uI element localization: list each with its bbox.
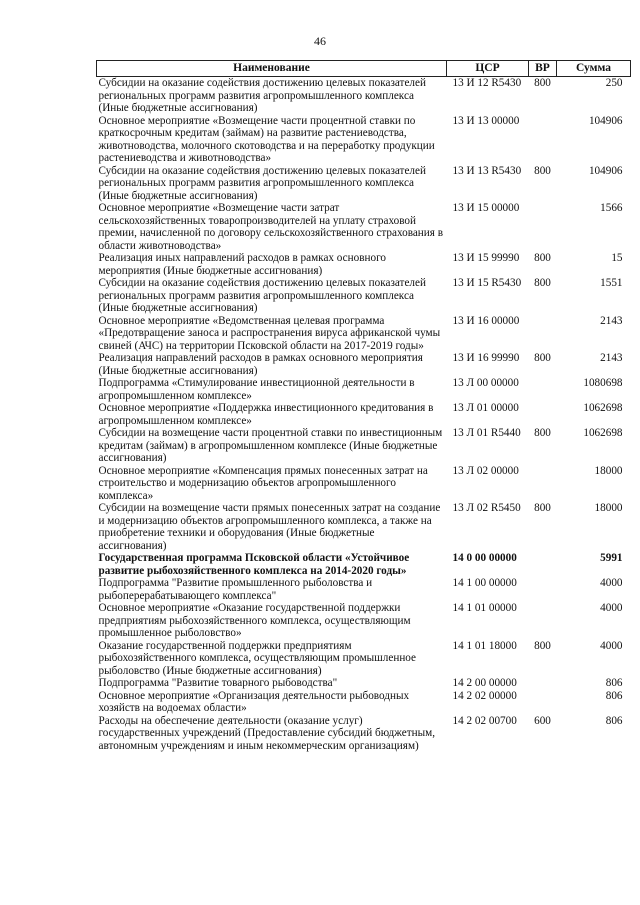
header-csr: ЦСР (447, 61, 529, 77)
row-sum: 2143 (600, 352, 623, 364)
row-vr (529, 677, 557, 690)
row-vr: 800 (534, 639, 551, 652)
row-name: Субсидии на возмещение части процентной ставки по инвестиционным кредитам (займам) в агропромышленном комплексе (Иные бюджетные ассигнования) (98, 427, 443, 464)
table-row (97, 552, 631, 577)
row-name: Основное мероприятие «Возмещение части затрат сельскохозяйственных товаропроизводителей на уплату страховой премии, начисленной по договору сельскохозяйственного страхования в области животноводства» (98, 202, 444, 252)
row-sum: 18000 (594, 502, 623, 514)
row-vr: 800 (534, 164, 551, 177)
row-vr: 800 (534, 77, 551, 89)
row-name: Подпрограмма «Стимулирование инвестиционной деятельности в агропромышленном комплексе» (98, 377, 415, 402)
row-name: Оказание государственной поддержки предприятиям рыбохозяйственного комплекса, осуществляющим промышленное рыболовство (Иные бюджетные ассигнования) (98, 639, 417, 677)
row-name: Расходы на обеспечение деятельности (оказание услуг) государственных учреждений (Предоставление субсидий бюджетным, автономным учреждениям и иным некоммерческим организациям) (98, 714, 436, 752)
row-csr: 14 1 01 18000 (452, 639, 517, 652)
row-sum: 806 (605, 677, 623, 689)
row-sum: 104906 (588, 164, 623, 177)
table-row (97, 115, 631, 165)
header-vr: ВР (529, 61, 557, 77)
row-vr: 800 (534, 352, 551, 364)
row-sum: 18000 (594, 464, 623, 477)
table-row (97, 690, 631, 715)
header-sum: Сумма (557, 61, 631, 77)
table-row (97, 427, 631, 465)
row-vr (529, 552, 557, 577)
table-header-row (97, 61, 631, 77)
header-name: Наименование (97, 61, 447, 77)
table-row (97, 402, 631, 427)
row-csr: 13 Л 02 R5450 (452, 502, 521, 514)
row-vr (529, 315, 557, 353)
row-name: Основное мероприятие «Организация деятельности рыбоводных хозяйств на водоемах области» (98, 689, 410, 714)
row-csr: 13 И 12 R5430 (452, 77, 522, 89)
row-name: Субсидии на оказание содействия достижению целевых показателей региональных программ развития агропромышленного комплекса (Иные бюджетные ассигнования) (98, 277, 426, 314)
row-sum: 1551 (600, 277, 623, 289)
row-name: Субсидии на возмещение части прямых понесенных затрат на создание и модернизацию объектов агропромышленного комплекса, а также на приобретение техники и оборудования (Иные бюджетные ассигнования) (98, 502, 441, 552)
row-csr: 13 Л 01 R5440 (452, 427, 521, 439)
row-sum: 4000 (600, 639, 623, 652)
row-csr: 13 И 16 00000 (452, 314, 520, 327)
row-name: Основное мероприятие «Возмещение части процентной ставки по краткосрочным кредитам (займам) на развитие растениеводства, животноводства, молочного скотоводства и на переработку продукции растениеводства и животноводства» (98, 114, 435, 164)
row-sum: 15 (611, 252, 623, 264)
row-name: Государственная программа Псковской области «Устойчивое развитие рыбохозяйственного комплекса на 2014-2020 годы» (98, 552, 410, 577)
row-vr (529, 402, 557, 427)
row-vr: 800 (534, 252, 551, 264)
row-csr: 14 2 02 00000 (452, 689, 517, 702)
row-sum: 4000 (600, 602, 623, 614)
row-csr: 14 2 00 00000 (452, 677, 517, 689)
row-sum: 1062698 (583, 427, 623, 439)
row-sum: 5991 (600, 552, 623, 564)
table-row (97, 165, 631, 203)
row-sum: 250 (605, 77, 623, 89)
row-sum: 104906 (588, 114, 623, 127)
row-csr: 13 Л 02 00000 (452, 464, 519, 477)
row-csr: 14 1 00 00000 (452, 577, 517, 589)
row-vr: 800 (534, 427, 551, 439)
row-name: Субсидии на оказание содействия достижению целевых показателей региональных программ развития агропромышленного комплекса (Иные бюджетные ассигнования) (98, 164, 426, 202)
row-csr: 13 И 15 00000 (452, 202, 520, 214)
row-sum: 2143 (600, 314, 623, 327)
row-vr (529, 690, 557, 715)
row-vr (529, 602, 557, 640)
row-sum: 1566 (600, 202, 623, 214)
row-vr (529, 465, 557, 503)
row-vr: 800 (534, 277, 551, 289)
row-name: Подпрограмма "Развитие товарного рыбоводства" (98, 677, 338, 689)
table-row (97, 715, 631, 753)
row-csr: 13 И 15 99990 (452, 252, 520, 264)
row-name: Основное мероприятие «Оказание государственной поддержки предприятиям рыбохозяйственного комплекса, осуществляющим промышленное рыболовство» (98, 602, 411, 639)
row-sum: 806 (605, 689, 623, 702)
row-csr: 13 Л 00 00000 (452, 377, 519, 389)
row-name: Реализация иных направлений расходов в рамках основного мероприятия (Иные бюджетные ассигнования) (98, 252, 386, 277)
table-row (97, 352, 631, 377)
row-csr: 14 0 00 00000 (452, 552, 517, 564)
row-csr: 13 И 13 R5430 (452, 164, 522, 177)
row-name: Основное мероприятие «Поддержка инвестиционного кредитования в агропромышленном комплексе» (98, 402, 434, 427)
row-csr: 13 И 15 R5430 (452, 277, 522, 289)
row-sum: 806 (605, 714, 623, 727)
row-vr (529, 577, 557, 602)
table-row (97, 252, 631, 277)
row-sum: 1062698 (583, 402, 623, 414)
row-name: Субсидии на оказание содействия достижению целевых показателей региональных программ развития агропромышленного комплекса (Иные бюджетные ассигнования) (98, 77, 426, 114)
row-vr: 600 (534, 714, 551, 727)
row-sum: 1080698 (583, 377, 623, 389)
table-row (97, 202, 631, 252)
row-csr: 14 2 02 00700 (452, 714, 517, 727)
row-sum: 4000 (600, 577, 623, 589)
table-row (97, 640, 631, 678)
row-csr: 13 Л 01 00000 (452, 402, 519, 414)
table-row (97, 377, 631, 402)
budget-table (96, 60, 631, 752)
table-row (97, 277, 631, 315)
table-row (97, 77, 631, 115)
table-body (97, 77, 631, 753)
row-csr: 13 И 16 99990 (452, 352, 520, 364)
table-row (97, 602, 631, 640)
row-name: Реализация направлений расходов в рамках основного мероприятия (Иные бюджетные ассигнования) (98, 352, 423, 377)
row-vr (529, 115, 557, 165)
page-number: 46 (314, 34, 326, 48)
table-row (97, 677, 631, 690)
table-row (97, 315, 631, 353)
row-name: Основное мероприятие «Ведомственная целевая программа «Предотвращение заноса и распространения вируса африканской чумы свиней (АЧС) на территории Псковской области на 2017-2019 годы» (98, 314, 441, 352)
row-name: Основное мероприятие «Компенсация прямых понесенных затрат на строительство и модернизацию объектов агропромышленного комплекса» (98, 464, 428, 502)
row-csr: 13 И 13 00000 (452, 114, 520, 127)
row-csr: 14 1 01 00000 (452, 602, 517, 614)
row-vr (529, 377, 557, 402)
table-row (97, 465, 631, 503)
table-row (97, 502, 631, 552)
table-row (97, 577, 631, 602)
row-vr (529, 202, 557, 252)
row-vr: 800 (534, 502, 551, 514)
row-name: Подпрограмма "Развитие промышленного рыболовства и рыбоперерабатывающего комплекса" (98, 577, 373, 602)
